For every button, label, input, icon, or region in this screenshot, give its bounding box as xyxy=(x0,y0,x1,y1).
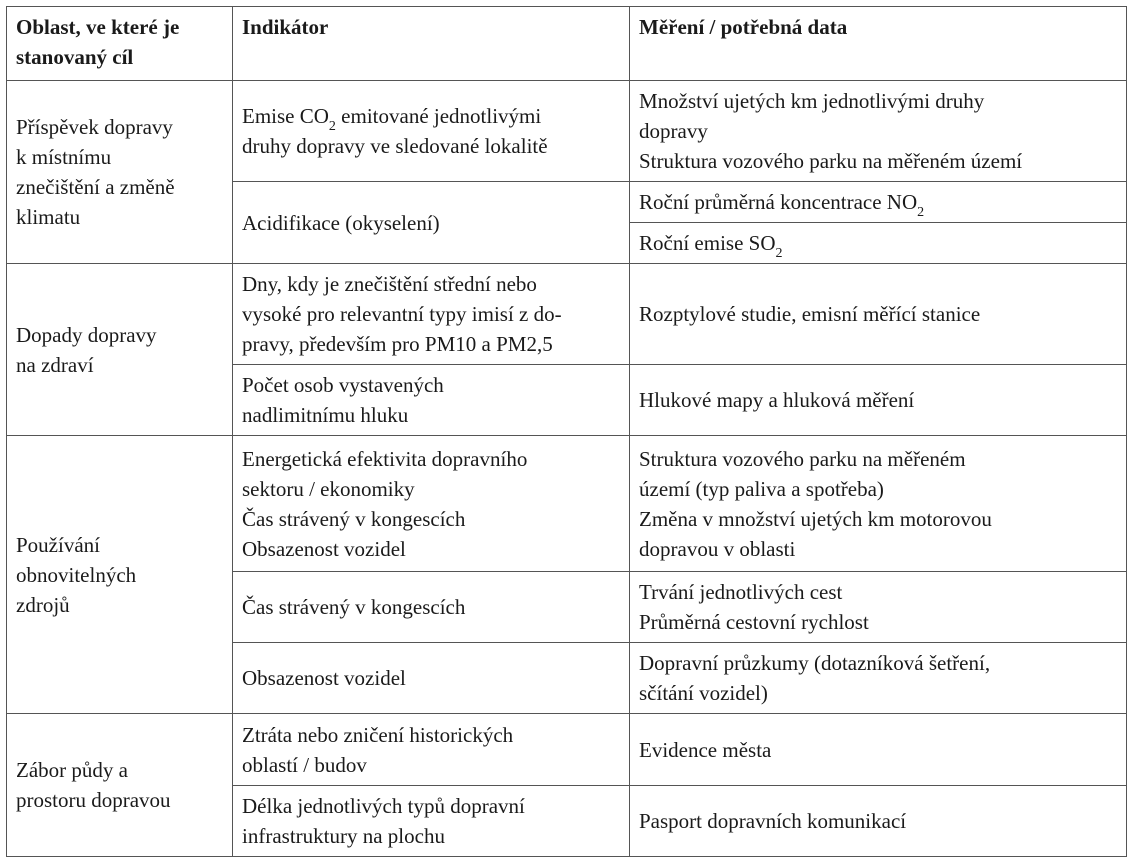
measure-so2: Roční emise $SO_2$ xyxy=(630,223,1127,264)
header-indikator: Indikátor xyxy=(233,7,630,81)
area-cell-renewables: Používání obnovitelných zdrojů xyxy=(7,436,233,714)
measure-city-records: Evidence města xyxy=(630,714,1127,786)
measure-no2: Roční průměrná koncentrace $NO_2$ xyxy=(630,182,1127,223)
table-row xyxy=(7,264,1127,365)
header-row xyxy=(7,7,1127,81)
indicator-co2-emissions: Emise $CO_2$ emitované jednotlivými druhy dopravy ve sledované lokalitě xyxy=(233,81,630,182)
measure-dispersion: Rozptylové studie, emisní měřící stanice xyxy=(630,264,1127,365)
measure-traffic-surveys: Dopravní průzkumy (dotazníková šetření, sčítání vozidel) xyxy=(630,643,1127,714)
header-mereni: Měření / potřebná data xyxy=(630,7,1127,81)
area-cell-land-use: Zábor půdy a prostoru dopravou xyxy=(7,714,233,857)
indicator-pollution-days: Dny, kdy je znečištění střední nebo vysoké pro relevantní typy imisí z do- pravy, především pro PM10 a PM2,5 xyxy=(233,264,630,365)
indicator-historic-loss: Ztráta nebo zničení historických oblastí / budov xyxy=(233,714,630,786)
indicator-congestion-time: Čas strávený v kongescích xyxy=(233,572,630,643)
area-cell-pollution: Příspěvek dopravy k místnímu znečištění a změně klimatu xyxy=(7,81,233,264)
header-oblast-line2: stanovaný cíl xyxy=(16,45,134,69)
header-oblast-line1: Oblast, ve které je xyxy=(16,15,180,39)
header-oblast xyxy=(7,7,233,81)
table-row xyxy=(7,81,1127,182)
measure-km-and-fleet: Množství ujetých km jednotlivými druhy dopravy Struktura vozového parku na měřeném území xyxy=(630,81,1127,182)
measure-trip-duration: Trvání jednotlivých cest Průměrná cestovní rychlost xyxy=(630,572,1127,643)
indicator-table xyxy=(6,6,1127,857)
area-cell-health: Dopady dopravy na zdraví xyxy=(7,264,233,436)
indicator-acidification: Acidifikace (okyselení) xyxy=(233,182,630,264)
table-row xyxy=(7,714,1127,786)
measure-noise-maps: Hlukové mapy a hluková měření xyxy=(630,365,1127,436)
measure-road-passport: Pasport dopravních komunikací xyxy=(630,786,1127,857)
table-row xyxy=(7,436,1127,572)
indicator-vehicle-occupancy: Obsazenost vozidel xyxy=(233,643,630,714)
indicator-infrastructure-length: Délka jednotlivých typů dopravní infrastruktury na plochu xyxy=(233,786,630,857)
indicator-energy-efficiency: Energetická efektivita dopravního sektoru / ekonomiky Čas strávený v kongescích Obsazenost vozidel xyxy=(233,436,630,572)
indicator-noise: Počet osob vystavených nadlimitnímu hluku xyxy=(233,365,630,436)
measure-fleet-structure: Struktura vozového parku na měřeném území (typ paliva a spotřeba) Změna v množství ujetých km motorovou dopravou v oblasti xyxy=(630,436,1127,572)
